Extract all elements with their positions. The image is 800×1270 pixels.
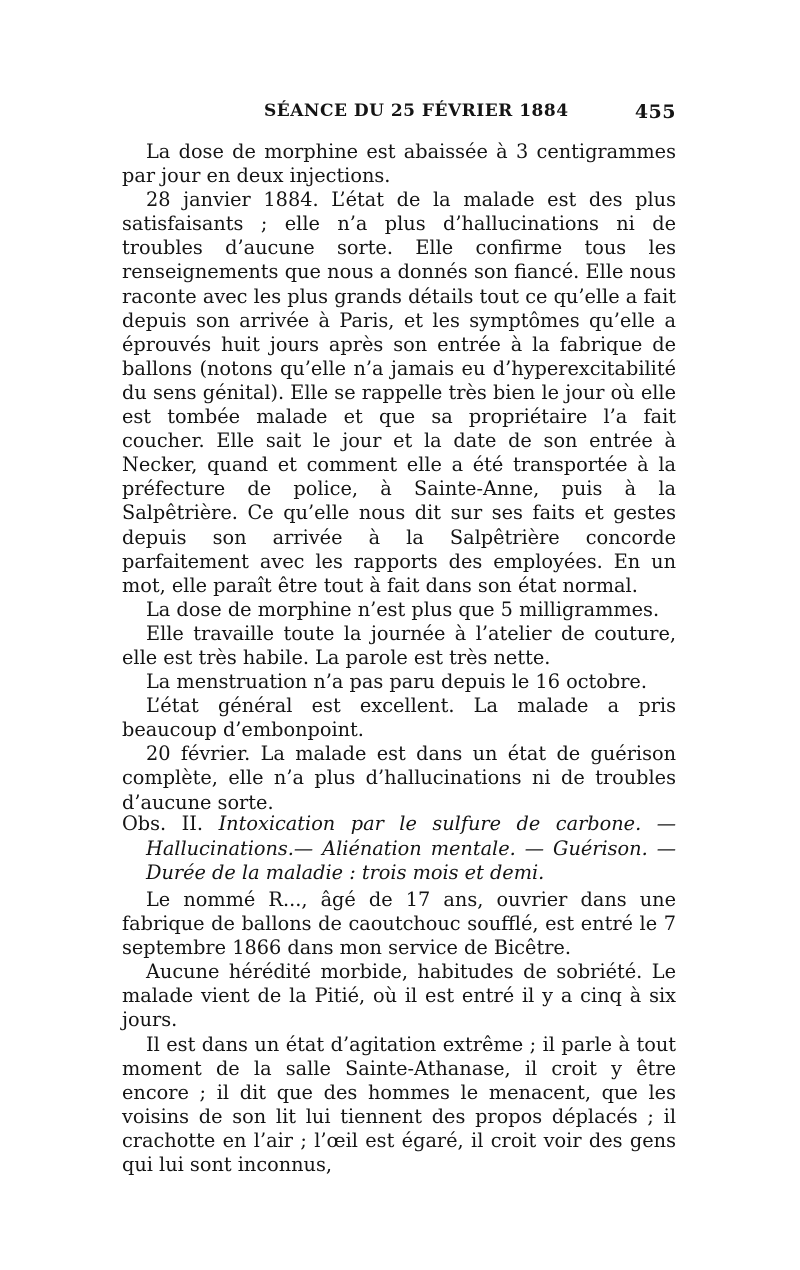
- paragraph: La menstruation n’a pas paru depuis le 16 octobre.: [146, 670, 647, 694]
- observation-heading-text: [122, 812, 676, 886]
- observation-heading: [122, 812, 676, 886]
- body-text-top: [122, 140, 676, 815]
- book-page: [122, 0, 676, 1270]
- paragraph: Il est dans un état d’agitation extrême ; il parle à tout moment de la salle Sainte-Athanase, il croit y être encore ; il dit que des hommes le menacent, que les voisins de son lit lui tiennent des propos déplacés ; il crachotte en l’air ; l’œil est égaré, il croit voir des gens qui lui sont inconnus,: [122, 1032, 676, 1177]
- running-head: [122, 101, 676, 131]
- paragraph: Le nommé R..., âgé de 17 ans, ouvrier dans une fabrique de ballons de caoutchouc soufflé, est entré le 7 septembre 1866 dans mon service de Bicêtre.: [122, 888, 676, 960]
- observation-title: Intoxication par le sulfure de carbone. —Hallucinations.— Aliénation mentale. — Guérison. — Durée de la maladie : trois mois et demi.: [146, 812, 676, 884]
- observation-label: Obs. II.: [122, 812, 204, 835]
- paragraph: La dose de morphine est abaissée à 3 centigrammes par jour en deux injections.: [122, 140, 676, 188]
- page-number: 455: [634, 101, 676, 123]
- paragraph: 28 janvier 1884. L’état de la malade est des plus satisfaisants ; elle n’a plus d’hallucinations ni de troubles d’aucune sorte. Elle confirme tous les renseignements que nous a donnés son fiancé. Elle nous raconte avec les plus grands détails tout ce qu’elle a fait depuis son arrivée à Paris, et les symptômes qu’elle a éprouvés huit jours après son entrée à la fabrique de ballons (notons qu’elle n’a jamais eu d’hyperexcitabilité du sens génital). Elle se rappelle très bien le jour où elle est tombée malade et que sa propriétaire l’a fait coucher. Elle sait le jour et la date de son entrée à Necker, quand et comment elle a été transportée à la préfecture de police, à Sainte-Anne, puis à la Salpêtrière. Ce qu’elle nous dit sur ses faits et gestes depuis son arrivée à la Salpêtrière concorde parfaitement avec les rapports des employées. En un mot, elle paraît être tout à fait dans son état normal.: [122, 188, 676, 597]
- body-text-bottom: [122, 888, 676, 1177]
- running-head-title: SÉANCE DU 25 FÉVRIER 1884: [264, 101, 569, 121]
- paragraph: 20 février. La malade est dans un état de guérison complète, elle n’a plus d’hallucinations ni de troubles d’aucune sorte.: [122, 742, 676, 814]
- paragraph: La dose de morphine n’est plus que 5 milligrammes.: [146, 597, 660, 621]
- paragraph: Elle travaille toute la journée à l’atelier de couture, elle est très habile. La parole est très nette.: [122, 621, 676, 669]
- paragraph: Aucune hérédité morbide, habitudes de sobriété. Le malade vient de la Pitié, où il est entré il y a cinq à six jours.: [122, 960, 676, 1032]
- paragraph: L’état général est excellent. La malade a pris beaucoup d’embonpoint.: [122, 694, 676, 742]
